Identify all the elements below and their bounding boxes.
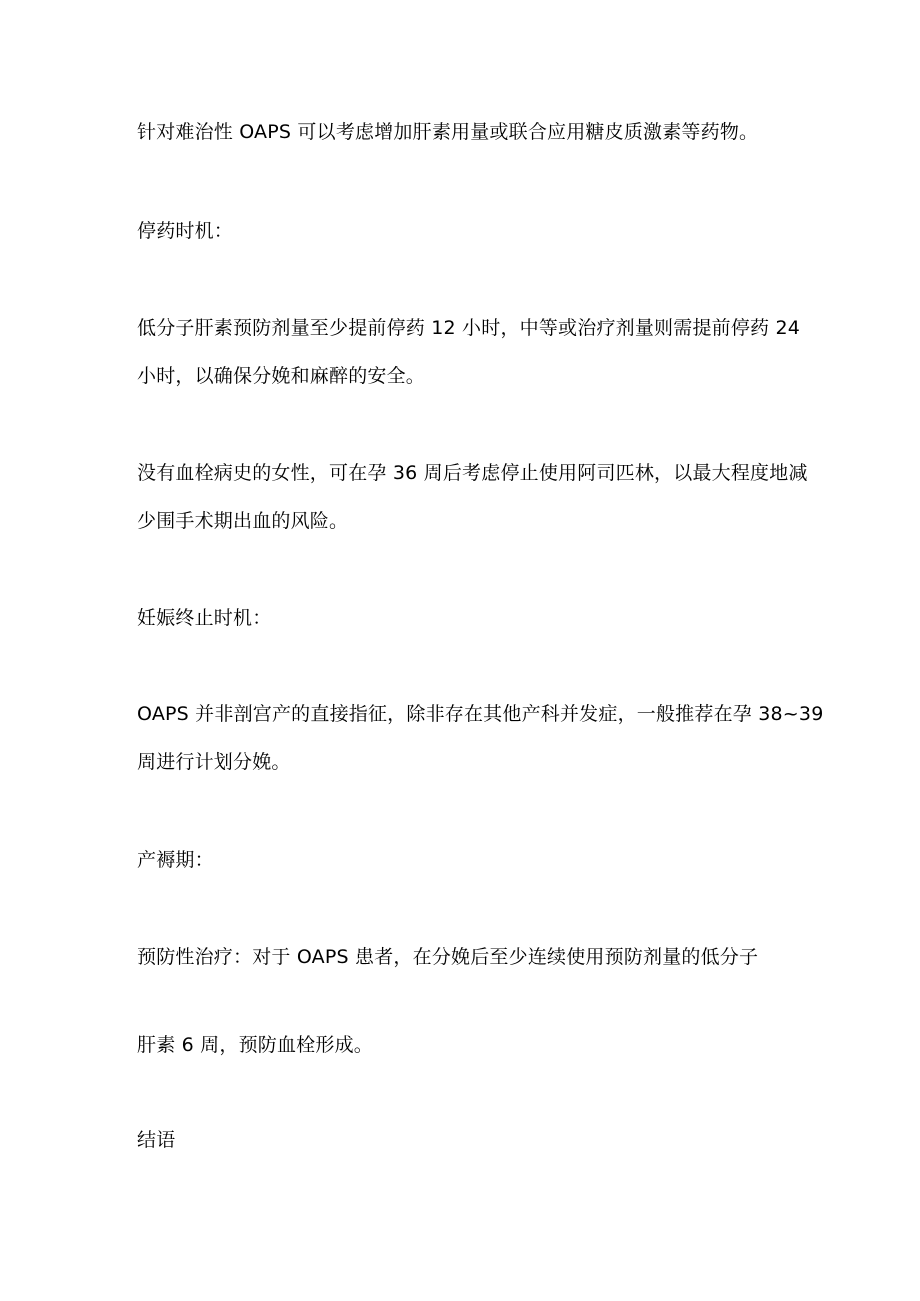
paragraph-aspirin-line-2: 少围手术期出血的风险。 [137,510,349,532]
paragraph-aspirin-line-1: 没有血栓病史的女性，可在孕 36 周后考虑停止使用阿司匹林，以最大程度地减 [137,462,808,484]
paragraph-delivery-line-1: OAPS 并非剖宫产的直接指征，除非存在其他产科并发症，一般推荐在孕 38~39 [137,703,824,725]
paragraph-prophylaxis-line-2: 肝素 6 周，预防血栓形成。 [137,1034,373,1056]
paragraph-lmwh-withdrawal-line-1: 低分子肝素预防剂量至少提前停药 12 小时，中等或治疗剂量则需提前停药 24 [137,317,801,339]
heading-withdrawal-timing: 停药时机： [137,220,234,242]
heading-puerperium: 产褥期： [137,849,214,871]
paragraph-delivery-line-2: 周进行计划分娩。 [137,751,291,773]
paragraph-refractory-oaps: 针对难治性 OAPS 可以考虑增加肝素用量或联合应用糖皮质激素等药物。 [137,121,759,143]
paragraph-lmwh-withdrawal-line-2: 小时，以确保分娩和麻醉的安全。 [137,365,426,387]
paragraph-prophylaxis-line-1: 预防性治疗：对于 OAPS 患者，在分娩后至少连续使用预防剂量的低分子 [137,946,759,968]
heading-termination-timing: 妊娠终止时机： [137,607,272,629]
heading-conclusion: 结语 [137,1129,176,1151]
